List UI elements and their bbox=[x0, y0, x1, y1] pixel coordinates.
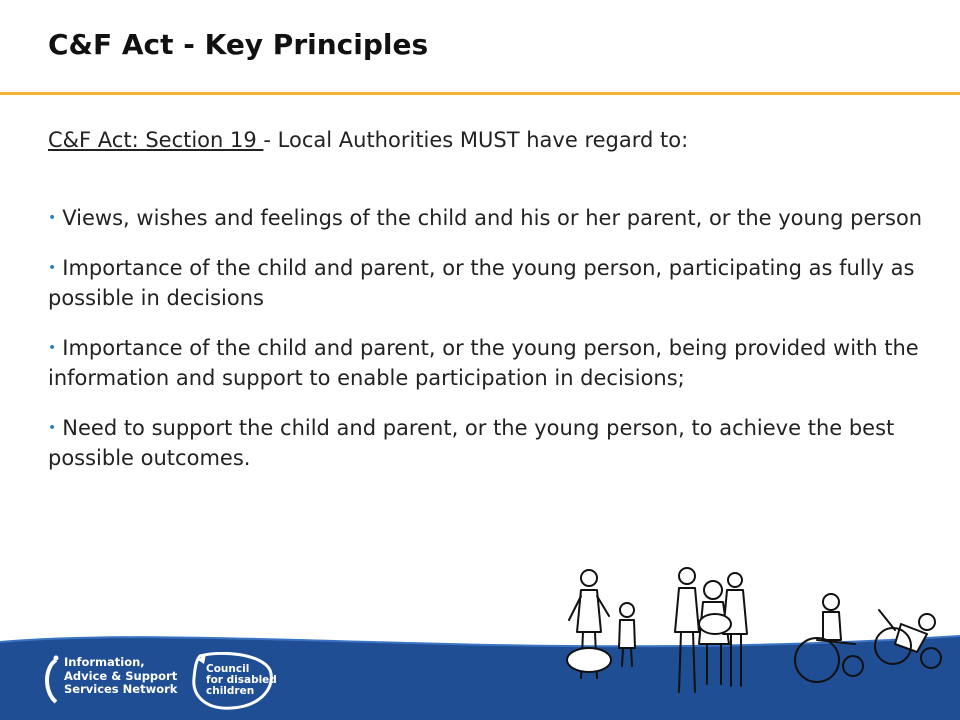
info-i-icon bbox=[42, 654, 60, 706]
cdc-logo-line3: children bbox=[206, 685, 255, 697]
iass-logo-line2: Advice & Support bbox=[64, 668, 178, 683]
iass-logo-line3: Services Network bbox=[64, 682, 178, 696]
cdc-logo-line1: Council bbox=[206, 663, 250, 675]
bullet-icon: • bbox=[48, 420, 57, 436]
title-divider bbox=[0, 92, 960, 95]
wheelchair-user-icon bbox=[875, 610, 941, 668]
list-item bbox=[48, 333, 928, 393]
list-item-text: Views, wishes and feelings of the child and his or her parent, or the young person bbox=[62, 206, 923, 230]
people-illustration bbox=[555, 560, 960, 720]
cdc-logo-line2: for disabled bbox=[206, 674, 277, 686]
list-item-text: Importance of the child and parent, or the young person, participating as fully as possible in decisions bbox=[48, 256, 915, 310]
iass-network-logo bbox=[42, 650, 192, 714]
list-item bbox=[48, 413, 928, 473]
intro-text: - Local Authorities MUST have regard to: bbox=[263, 128, 689, 152]
adult-figure-icon bbox=[567, 570, 611, 678]
bullet-icon: • bbox=[48, 260, 57, 276]
slide-title: C&F Act - Key Principles bbox=[48, 28, 429, 61]
adult-group-icon bbox=[675, 568, 747, 692]
list-item-text: Importance of the child and parent, or the young person, being provided with the information and support to enable participation in decisions; bbox=[48, 336, 919, 390]
wheelchair-user-icon bbox=[795, 594, 863, 682]
intro-line bbox=[48, 128, 688, 152]
bullet-icon: • bbox=[48, 340, 57, 356]
list-item bbox=[48, 203, 928, 233]
section-reference: C&F Act: Section 19 bbox=[48, 128, 264, 152]
child-figure-icon bbox=[619, 603, 635, 666]
list-item bbox=[48, 253, 928, 313]
principles-list bbox=[48, 203, 928, 493]
iass-logo-line1: Information, bbox=[64, 655, 145, 669]
list-item-text: Need to support the child and parent, or the young person, to achieve the best possible outcomes. bbox=[48, 416, 895, 470]
cdc-logo bbox=[192, 652, 292, 716]
bullet-icon: • bbox=[48, 210, 57, 226]
